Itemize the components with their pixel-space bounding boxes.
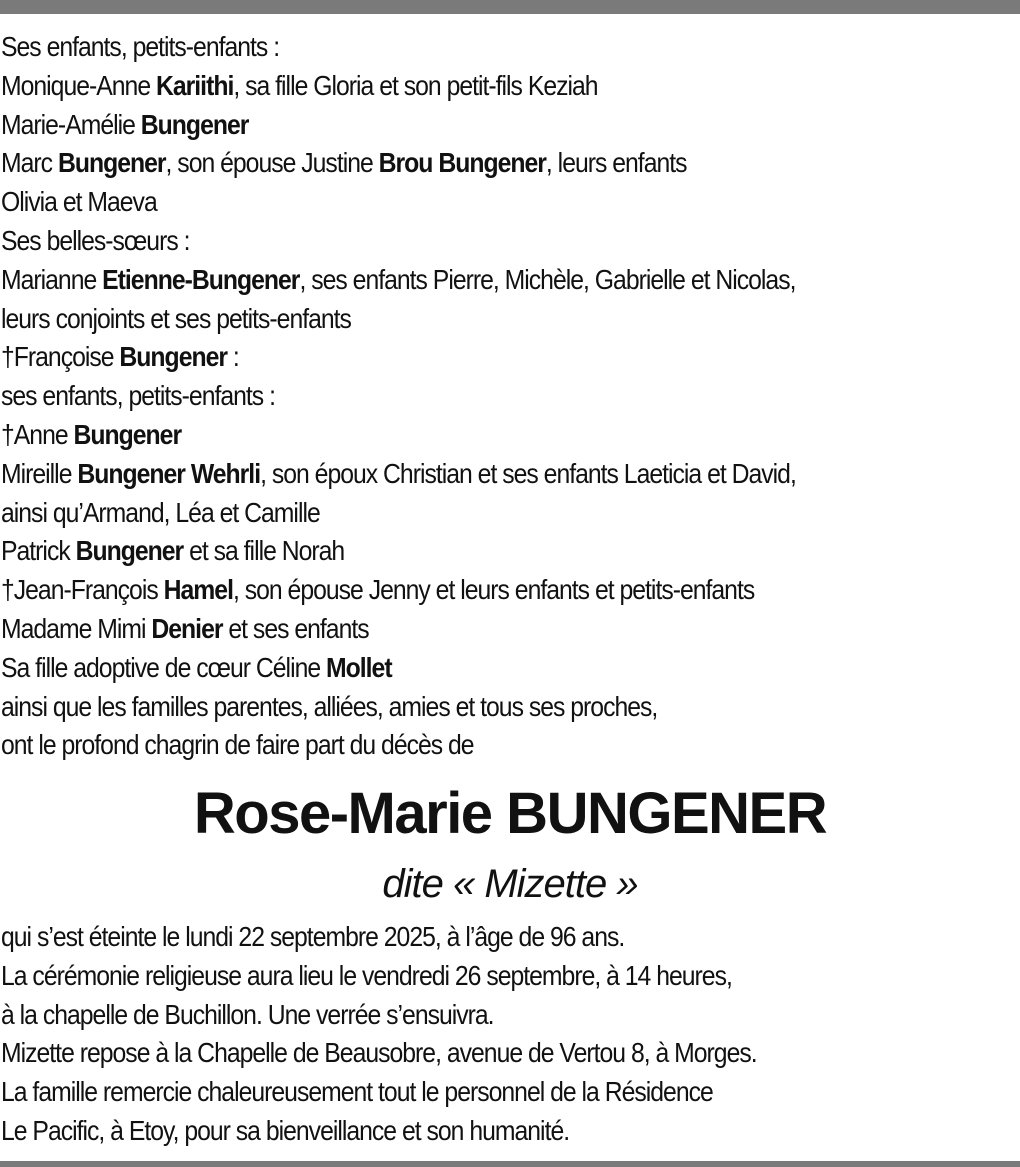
family-line — [1, 28, 1018, 67]
family-text: , ses enfants Pierre, Michèle, Gabrielle et Nicolas, — [299, 263, 796, 295]
detail-line: à la chapelle de Buchillon. Une verrée s’ensuivra. — [1, 998, 494, 1030]
family-text: , son épouse Justine — [165, 147, 379, 179]
family-surname: Bungener — [75, 535, 184, 567]
family-text: Mireille — [1, 457, 78, 489]
detail-line: qui s’est éteinte le lundi 22 septembre 2025, à l’âge de 96 ans. — [1, 921, 625, 952]
family-line — [1, 261, 1018, 300]
family-text: Ses belles-sœurs : — [1, 224, 190, 256]
family-text: : — [227, 341, 239, 373]
family-text: ses enfants, petits-enfants : — [1, 380, 275, 412]
family-text: , son époux Christian et ses enfants Laeticia et David, — [260, 457, 796, 489]
family-text: Olivia et Maeva — [1, 186, 157, 218]
family-text: Monique-Anne — [1, 69, 156, 101]
deceased-nickname: dite « Mizette » — [382, 862, 638, 906]
family-surname: Bungener — [140, 108, 249, 140]
family-text: , sa fille Gloria et son petit-fils Keziah — [233, 69, 598, 101]
detail-line: Le Pacific, à Etoy, pour sa bienveillance et son humanité. — [1, 1114, 570, 1146]
family-line — [1, 416, 1018, 455]
family-surname: Denier — [151, 612, 223, 644]
family-line — [1, 532, 1018, 571]
announcement-details — [1, 918, 1020, 1151]
detail-line: La cérémonie religieuse aura lieu le vendredi 26 septembre, à 14 heures, — [1, 959, 732, 991]
family-line — [1, 726, 1018, 765]
family-surname: Brou Bungener — [378, 147, 546, 179]
family-surname: Bungener — [119, 341, 228, 373]
family-line — [1, 106, 1018, 145]
family-line — [1, 222, 1018, 261]
family-text: †Anne — [1, 418, 74, 450]
family-text: Ses enfants, petits-enfants : — [1, 31, 280, 62]
family-text: Marie-Amélie — [1, 108, 141, 140]
family-text: Sa fille adoptive de cœur Céline — [1, 651, 327, 683]
family-surname: Hamel — [163, 574, 233, 606]
family-text: Marc — [1, 147, 58, 179]
family-line — [1, 571, 1018, 610]
family-text: Marianne — [1, 263, 103, 295]
family-surname: Kariithi — [155, 69, 234, 101]
top-border-rule — [0, 0, 1020, 14]
family-list — [1, 28, 1020, 765]
detail-line: La famille remercie chaleureusement tout le personnel de la Résidence — [1, 1076, 713, 1108]
family-text: Patrick — [1, 535, 76, 567]
family-line — [1, 610, 1018, 649]
family-surname: Bungener — [73, 418, 182, 450]
deceased-name: Rose-Marie BUNGENER — [193, 781, 827, 846]
family-line — [1, 144, 1018, 183]
family-line — [1, 300, 1018, 339]
family-line — [1, 338, 1018, 377]
family-text: et sa fille Norah — [183, 535, 345, 567]
family-text: †Jean-François — [1, 574, 164, 606]
family-text: ainsi qu’Armand, Léa et Camille — [1, 496, 320, 528]
family-surname: Etienne-Bungener — [102, 263, 300, 295]
family-line — [1, 688, 1018, 727]
family-text: et ses enfants — [222, 612, 369, 644]
detail-line: Mizette repose à la Chapelle de Beausobre, avenue de Vertou 8, à Morges. — [1, 1037, 757, 1069]
family-text: ainsi que les familles parentes, alliées, amies et tous ses proches, — [1, 690, 658, 722]
family-text: ont le profond chagrin de faire part du décès de — [1, 729, 474, 761]
family-line — [1, 494, 1018, 533]
family-surname: Mollet — [326, 651, 392, 683]
bottom-border-rule — [0, 1161, 1020, 1167]
family-surname: Bungener Wehrli — [77, 457, 261, 489]
family-text: Madame Mimi — [1, 612, 152, 644]
family-text: , leurs enfants — [545, 147, 687, 179]
family-line — [1, 455, 1018, 494]
family-text: , son épouse Jenny et leurs enfants et petits-enfants — [232, 574, 755, 606]
family-text: †Françoise — [1, 341, 120, 373]
family-surname: Bungener — [57, 147, 166, 179]
family-text: leurs conjoints et ses petits-enfants — [1, 302, 351, 334]
family-line — [1, 67, 1018, 106]
family-line — [1, 649, 1018, 688]
family-line — [1, 183, 1018, 222]
family-line — [1, 377, 1018, 416]
